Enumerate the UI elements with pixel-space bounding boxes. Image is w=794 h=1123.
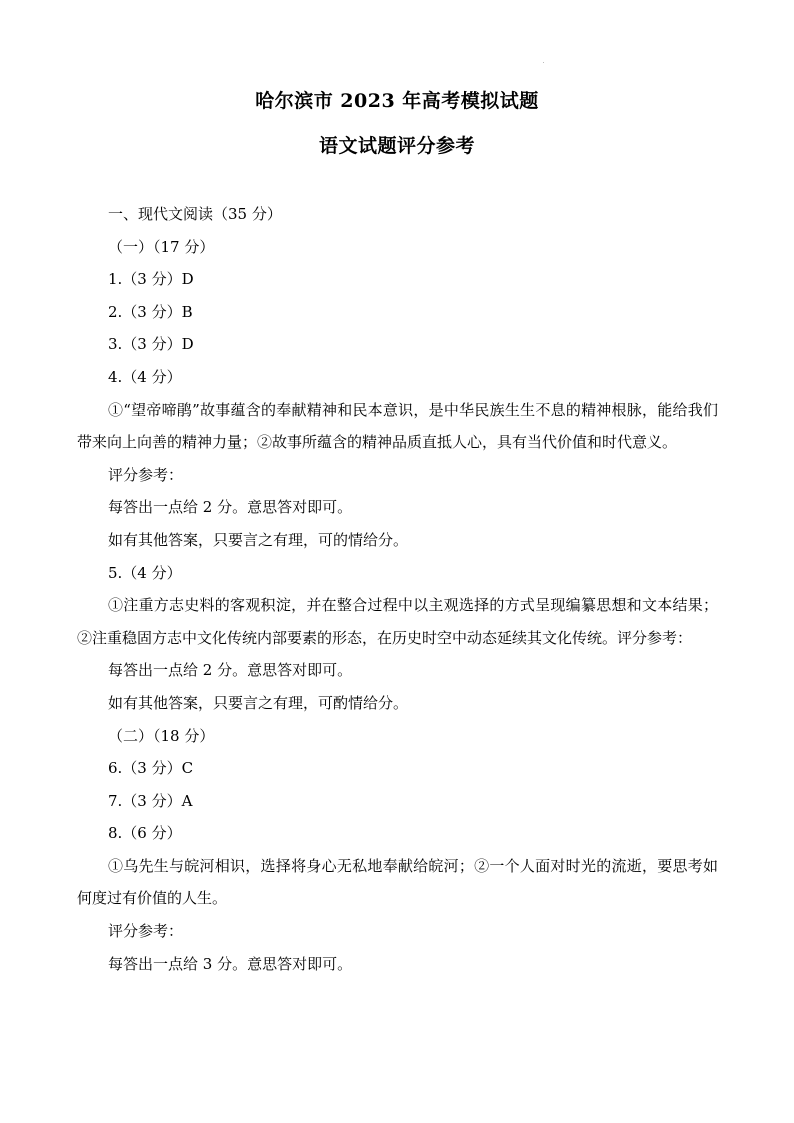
answer-q4-text: ①“望帝啼鹃”故事蕴含的奉献精神和民本意识，是中华民族生生不息的精神根脉，能给我们带来向上向善的精神力量；②故事所蕴含的精神品质直抵人心，具有当代价值和时代意义。 — [77, 400, 718, 452]
answer-q8-heading: 8.（6 分） — [108, 824, 182, 843]
scoring-label: 评分参考： — [108, 922, 184, 941]
part-heading: （二）（18 分） — [108, 726, 215, 745]
scoring-rule: 每答出一点给 3 分。意思答对即可。 — [108, 954, 353, 973]
scoring-rule: 每答出一点给 2 分。意思答对即可。 — [108, 661, 353, 680]
answer-q5-heading: 5.（4 分） — [108, 563, 182, 582]
answer-q3: 3.（3 分）D — [108, 335, 194, 354]
answer-q2: 2.（3 分）B — [108, 302, 193, 321]
part-heading: （一）（17 分） — [108, 237, 215, 256]
answer-q1: 1.（3 分）D — [108, 270, 194, 289]
answer-q4-heading: 4.（4 分） — [108, 367, 182, 386]
answer-q8-text: ①乌先生与皖河相识，选择将身心无私地奉献给皖河；②一个人面对时光的流逝，要思考如何度过有价值的人生。 — [77, 856, 718, 908]
answer-q7: 7.（3 分）A — [108, 791, 193, 810]
answer-q6: 6.（3 分）C — [108, 759, 194, 778]
scoring-rule: 如有其他答案，只要言之有理，可的情给分。 — [108, 530, 409, 549]
document-title: 哈尔滨市 2023 年高考模拟试题 — [255, 90, 539, 112]
scoring-label: 评分参考： — [108, 465, 184, 484]
section-heading: 一、现代文阅读（35 分） — [108, 205, 282, 223]
document-subtitle: 语文试题评分参考 — [318, 135, 475, 157]
scoring-rule: 每答出一点给 2 分。意思答对即可。 — [108, 498, 353, 517]
answer-q5-text: ①注重方志史料的客观积淀，并在整合过程中以主观选择的方式呈现编纂思想和文本结果；②注重稳固方志中文化传统内部要素的形态，在历史时空中动态延续其文化传统。评分参考： — [77, 596, 718, 647]
scoring-rule: 如有其他答案，只要言之有理，可酌情给分。 — [108, 693, 409, 712]
scan-mark — [543, 62, 544, 63]
answer-body — [77, 198, 718, 980]
